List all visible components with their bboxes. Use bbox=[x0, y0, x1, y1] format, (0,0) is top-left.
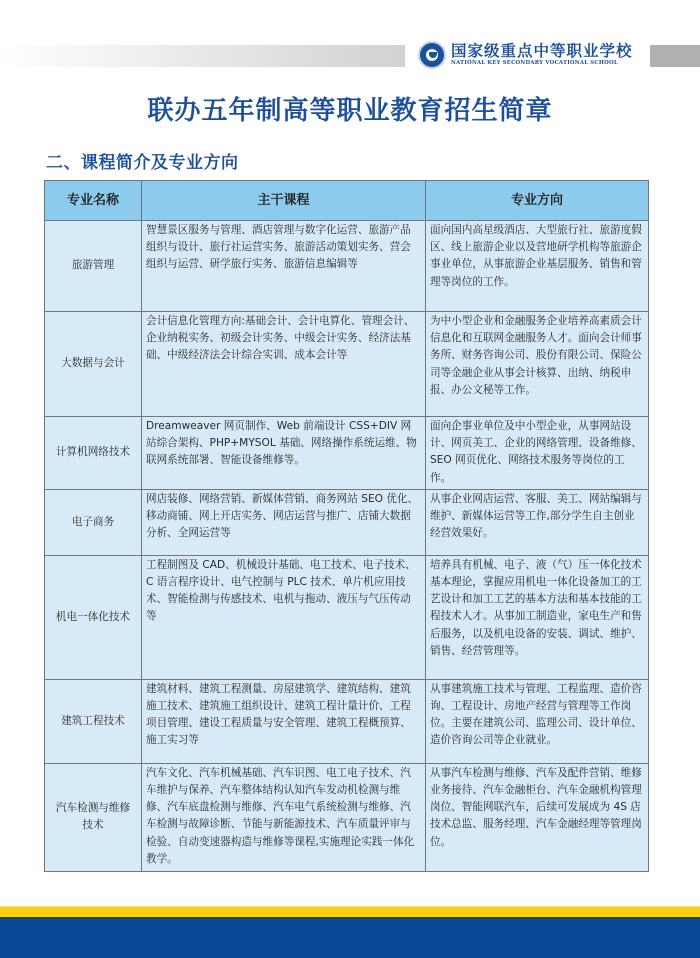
core-courses: Dreamweaver 网页制作、Web 前端设计 CSS+DIV 网站综合架构、PHP+MYSOL 基础、网络操作系统运维、物联网系统部署、智能设备维修等。 bbox=[142, 417, 426, 490]
core-courses: 建筑材料、建筑工程测量、房屋建筑学、建筑结构、建筑施工技术、建筑施工组织设计、建筑工程计量计价、工程项目管理、建设工程质量与安全管理、建筑工程概预算、施工实习等 bbox=[142, 679, 426, 763]
career-direction: 面向企事业单位及中小型企业，从事网站设计、网页美工、企业的网络管理、设备维修、SEO 网页优化、网络技术服务等岗位的工作。 bbox=[426, 417, 649, 490]
core-courses: 会计信息化管理方向:基础会计、会计电算化、管理会计、企业纳税实务、初级会计实务、中级会计实务、经济法基础、中级经济法会计综合实训、成本会计等 bbox=[142, 312, 426, 417]
table-row bbox=[45, 555, 649, 679]
page-title: 联办五年制高等职业教育招生简章 bbox=[147, 96, 553, 126]
major-name: 汽车检测与维修技术 bbox=[45, 763, 142, 871]
career-direction: 培养具有机械、电子、液（气）压一体化技术基本理论，掌握应用机电一体化设备加工的工艺设计和加工工艺的基本方法和基本技能的工程技术人才。从事加工制造业，家电生产和售后服务，以及机电设备的安装、调试、维护、销售、经营管理等。 bbox=[426, 555, 649, 679]
course-table bbox=[44, 180, 649, 872]
header-decor-bar-left bbox=[0, 45, 405, 67]
career-direction: 从事建筑施工技术与管理、工程监理、造价咨询、工程设计、房地产经营与管理等工作岗位。主要在建筑公司、监理公司、设计单位、造价咨询公司等企业就业。 bbox=[426, 679, 649, 763]
table-row bbox=[45, 221, 649, 312]
core-courses: 智慧景区服务与管理、酒店管理与数字化运营、旅游产品组织与设计、旅行社运营实务、旅游活动策划实务、营会组织与运营、研学旅行实务、旅游信息编辑等 bbox=[142, 221, 426, 312]
table-row bbox=[45, 312, 649, 417]
school-emblem-icon bbox=[418, 41, 446, 69]
major-name: 电子商务 bbox=[45, 489, 142, 555]
core-courses: 工程制图及 CAD、机械设计基础、电工技术、电子技术、C 语言程序设计、电气控制与 PLC 技术、单片机应用技术、智能检测与传感技术、电机与拖动、液压与气压传动等 bbox=[142, 555, 426, 679]
table-row bbox=[45, 489, 649, 555]
header-core-courses: 主干课程 bbox=[142, 181, 426, 221]
footer-yellow-stripe bbox=[0, 906, 700, 917]
career-direction: 从事汽车检测与维修、汽车及配件营销、维修业务接待、汽车金融柜台、汽车金融机构管理岗位、智能网联汽车，后续可发展成为 4S 店技术总监、服务经理、汽车金融经理等管理岗位。 bbox=[426, 763, 649, 871]
major-name: 计算机网络技术 bbox=[45, 417, 142, 490]
major-name: 机电一体化技术 bbox=[45, 555, 142, 679]
core-courses: 网店装修、网络营销、新媒体营销、商务网站 SEO 优化、移动商铺、网上开店实务、网店运营与推广、店铺大数据分析、全网运营等 bbox=[142, 489, 426, 555]
footer-blue-band bbox=[0, 917, 700, 958]
major-name: 旅游管理 bbox=[45, 221, 142, 312]
header-major-name: 专业名称 bbox=[45, 181, 142, 221]
table-row bbox=[45, 763, 649, 871]
career-direction: 面向国内高星级酒店、大型旅行社、旅游度假区、线上旅游企业以及营地研学机构等旅游企事业单位，从事旅游企业基层服务、销售和管理等岗位的工作。 bbox=[426, 221, 649, 312]
school-name-en: NATIONAL KEY SECONDARY VOCATIONAL SCHOOL bbox=[451, 60, 618, 66]
table-header-row bbox=[45, 181, 649, 221]
section-title: 二、课程简介及专业方向 bbox=[46, 153, 239, 173]
career-direction: 为中小型企业和金融服务企业培养高素质会计信息化和互联网金融服务人才。面向会计师事务所、财务咨询公司、股份有限公司、保险公司等金融企业从事会计核算、出纳、纳税申报、办公文秘等工作。 bbox=[426, 312, 649, 417]
core-courses: 汽车文化、汽车机械基础、汽车识图、电工电子技术、汽车维护与保养、汽车整体结构认知汽车发动机检测与维修、汽车底盘检测与维修、汽车电气系统检测与维修、汽车检测与故障诊断、节能与新能源技术、汽车质量评审与检验、自动变速器构造与维修等课程,实施理论实践一体化教学。 bbox=[142, 763, 426, 871]
major-name: 大数据与会计 bbox=[45, 312, 142, 417]
table-row bbox=[45, 417, 649, 490]
school-brand bbox=[418, 40, 633, 70]
major-name: 建筑工程技术 bbox=[45, 679, 142, 763]
school-name-cn: 国家级重点中等职业学校 bbox=[451, 42, 633, 60]
career-direction: 从事企业网店运营、客服、美工、网站编辑与维护、新媒体运营等工作,部分学生自主创业经营效果好。 bbox=[426, 489, 649, 555]
header-career-direction: 专业方向 bbox=[426, 181, 649, 221]
table-row bbox=[45, 679, 649, 763]
header-decor-bar-right bbox=[650, 45, 700, 67]
